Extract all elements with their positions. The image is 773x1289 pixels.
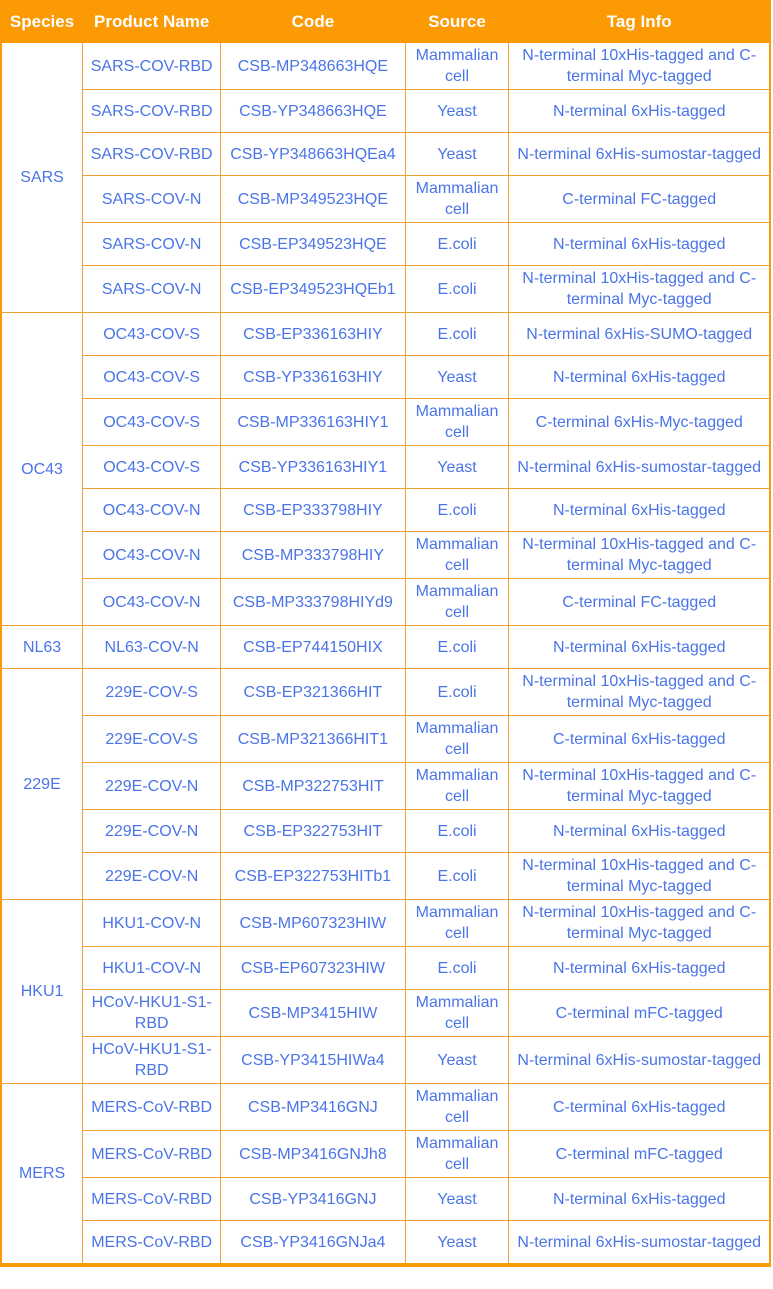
column-header-code: Code xyxy=(221,1,405,43)
species-cell: SARS xyxy=(1,43,83,313)
product-name-cell: MERS-CoV-RBD xyxy=(83,1178,221,1221)
product-name-cell: HCoV-HKU1-S1-RBD xyxy=(83,1037,221,1084)
source-cell: Mammalian cell xyxy=(405,176,509,223)
species-cell: OC43 xyxy=(1,313,83,626)
table-row xyxy=(1,446,770,489)
code-cell: CSB-YP336163HIY1 xyxy=(221,446,405,489)
product-name-cell: OC43-COV-N xyxy=(83,579,221,626)
table-row xyxy=(1,90,770,133)
tag-info-cell: N-terminal 10xHis-tagged and C-terminal Myc-tagged xyxy=(509,43,770,90)
tag-info-cell: N-terminal 6xHis-tagged xyxy=(509,947,770,990)
product-name-cell: HKU1-COV-N xyxy=(83,900,221,947)
code-cell: CSB-MP333798HIY xyxy=(221,532,405,579)
product-name-cell: OC43-COV-S xyxy=(83,446,221,489)
code-cell: CSB-MP322753HIT xyxy=(221,763,405,810)
code-cell: CSB-YP348663HQEa4 xyxy=(221,133,405,176)
product-name-cell: OC43-COV-N xyxy=(83,489,221,532)
tag-info-cell: N-terminal 6xHis-tagged xyxy=(509,356,770,399)
source-cell: E.coli xyxy=(405,669,509,716)
product-name-cell: 229E-COV-N xyxy=(83,763,221,810)
table-row xyxy=(1,399,770,446)
column-header-source: Source xyxy=(405,1,509,43)
table-row xyxy=(1,947,770,990)
product-name-cell: SARS-COV-RBD xyxy=(83,43,221,90)
table-row xyxy=(1,43,770,90)
table-row xyxy=(1,1178,770,1221)
table-row xyxy=(1,763,770,810)
tag-info-cell: C-terminal FC-tagged xyxy=(509,579,770,626)
code-cell: CSB-EP607323HIW xyxy=(221,947,405,990)
tag-info-cell: N-terminal 6xHis-tagged xyxy=(509,489,770,532)
tag-info-cell: N-terminal 10xHis-tagged and C-terminal Myc-tagged xyxy=(509,763,770,810)
code-cell: CSB-MP3415HIW xyxy=(221,990,405,1037)
product-name-cell: SARS-COV-RBD xyxy=(83,133,221,176)
table-row xyxy=(1,716,770,763)
table-row xyxy=(1,176,770,223)
source-cell: Mammalian cell xyxy=(405,399,509,446)
tag-info-cell: N-terminal 6xHis-tagged xyxy=(509,626,770,669)
tag-info-cell: C-terminal 6xHis-tagged xyxy=(509,1084,770,1131)
tag-info-cell: N-terminal 10xHis-tagged and C-terminal Myc-tagged xyxy=(509,669,770,716)
table-row xyxy=(1,1084,770,1131)
tag-info-cell: C-terminal mFC-tagged xyxy=(509,990,770,1037)
tag-info-cell: N-terminal 6xHis-sumostar-tagged xyxy=(509,1221,770,1266)
code-cell: CSB-MP349523HQE xyxy=(221,176,405,223)
code-cell: CSB-EP322753HITb1 xyxy=(221,853,405,900)
tag-info-cell: C-terminal FC-tagged xyxy=(509,176,770,223)
product-name-cell: OC43-COV-S xyxy=(83,399,221,446)
tag-info-cell: N-terminal 6xHis-tagged xyxy=(509,810,770,853)
code-cell: CSB-EP322753HIT xyxy=(221,810,405,853)
table-row xyxy=(1,1221,770,1266)
code-cell: CSB-YP3415HIWa4 xyxy=(221,1037,405,1084)
code-cell: CSB-YP3416GNJ xyxy=(221,1178,405,1221)
species-cell: HKU1 xyxy=(1,900,83,1084)
product-name-cell: SARS-COV-N xyxy=(83,223,221,266)
product-name-cell: 229E-COV-N xyxy=(83,810,221,853)
source-cell: E.coli xyxy=(405,626,509,669)
code-cell: CSB-YP3416GNJa4 xyxy=(221,1221,405,1266)
tag-info-cell: N-terminal 10xHis-tagged and C-terminal Myc-tagged xyxy=(509,266,770,313)
source-cell: Yeast xyxy=(405,1037,509,1084)
source-cell: Yeast xyxy=(405,133,509,176)
tag-info-cell: C-terminal 6xHis-Myc-tagged xyxy=(509,399,770,446)
species-cell: MERS xyxy=(1,1084,83,1266)
tag-info-cell: N-terminal 6xHis-sumostar-tagged xyxy=(509,1037,770,1084)
source-cell: E.coli xyxy=(405,223,509,266)
species-cell: 229E xyxy=(1,669,83,900)
code-cell: CSB-EP744150HIX xyxy=(221,626,405,669)
product-name-cell: OC43-COV-S xyxy=(83,313,221,356)
source-cell: Mammalian cell xyxy=(405,532,509,579)
product-name-cell: NL63-COV-N xyxy=(83,626,221,669)
product-name-cell: HKU1-COV-N xyxy=(83,947,221,990)
column-header-product-name: Product Name xyxy=(83,1,221,43)
source-cell: E.coli xyxy=(405,947,509,990)
table-row xyxy=(1,626,770,669)
code-cell: CSB-MP3416GNJh8 xyxy=(221,1131,405,1178)
product-name-cell: MERS-CoV-RBD xyxy=(83,1221,221,1266)
table-row xyxy=(1,1131,770,1178)
table-row xyxy=(1,223,770,266)
product-name-cell: OC43-COV-N xyxy=(83,532,221,579)
tag-info-cell: N-terminal 6xHis-tagged xyxy=(509,90,770,133)
product-name-cell: MERS-CoV-RBD xyxy=(83,1131,221,1178)
product-name-cell: HCoV-HKU1-S1-RBD xyxy=(83,990,221,1037)
code-cell: CSB-EP349523HQE xyxy=(221,223,405,266)
source-cell: Mammalian cell xyxy=(405,763,509,810)
source-cell: Mammalian cell xyxy=(405,1131,509,1178)
table-row xyxy=(1,356,770,399)
product-name-cell: 229E-COV-S xyxy=(83,716,221,763)
table-row xyxy=(1,266,770,313)
code-cell: CSB-MP348663HQE xyxy=(221,43,405,90)
source-cell: Yeast xyxy=(405,1178,509,1221)
species-cell: NL63 xyxy=(1,626,83,669)
tag-info-cell: N-terminal 10xHis-tagged and C-terminal Myc-tagged xyxy=(509,900,770,947)
source-cell: E.coli xyxy=(405,853,509,900)
code-cell: CSB-EP349523HQEb1 xyxy=(221,266,405,313)
source-cell: E.coli xyxy=(405,313,509,356)
tag-info-cell: N-terminal 10xHis-tagged and C-terminal Myc-tagged xyxy=(509,532,770,579)
tag-info-cell: N-terminal 6xHis-sumostar-tagged xyxy=(509,446,770,489)
tag-info-cell: N-terminal 6xHis-sumostar-tagged xyxy=(509,133,770,176)
tag-info-cell: N-terminal 10xHis-tagged and C-terminal Myc-tagged xyxy=(509,853,770,900)
product-name-cell: SARS-COV-N xyxy=(83,266,221,313)
table-row xyxy=(1,489,770,532)
tag-info-cell: N-terminal 6xHis-tagged xyxy=(509,1178,770,1221)
source-cell: E.coli xyxy=(405,489,509,532)
table-body xyxy=(1,43,770,1266)
source-cell: Mammalian cell xyxy=(405,900,509,947)
table-row xyxy=(1,313,770,356)
code-cell: CSB-MP3416GNJ xyxy=(221,1084,405,1131)
table-row xyxy=(1,810,770,853)
source-cell: Mammalian cell xyxy=(405,579,509,626)
code-cell: CSB-EP336163HIY xyxy=(221,313,405,356)
table-row xyxy=(1,133,770,176)
source-cell: Yeast xyxy=(405,1221,509,1266)
tag-info-cell: C-terminal mFC-tagged xyxy=(509,1131,770,1178)
code-cell: CSB-EP333798HIY xyxy=(221,489,405,532)
tag-info-cell: N-terminal 6xHis-tagged xyxy=(509,223,770,266)
source-cell: Yeast xyxy=(405,356,509,399)
table-row xyxy=(1,669,770,716)
code-cell: CSB-MP321366HIT1 xyxy=(221,716,405,763)
source-cell: E.coli xyxy=(405,810,509,853)
tag-info-cell: N-terminal 6xHis-SUMO-tagged xyxy=(509,313,770,356)
source-cell: Yeast xyxy=(405,446,509,489)
code-cell: CSB-EP321366HIT xyxy=(221,669,405,716)
code-cell: CSB-MP607323HIW xyxy=(221,900,405,947)
code-cell: CSB-YP336163HIY xyxy=(221,356,405,399)
table-row xyxy=(1,1037,770,1084)
source-cell: Mammalian cell xyxy=(405,1084,509,1131)
source-cell: Yeast xyxy=(405,90,509,133)
product-name-cell: SARS-COV-N xyxy=(83,176,221,223)
product-name-cell: MERS-CoV-RBD xyxy=(83,1084,221,1131)
product-name-cell: 229E-COV-S xyxy=(83,669,221,716)
code-cell: CSB-MP333798HIYd9 xyxy=(221,579,405,626)
table-row xyxy=(1,853,770,900)
product-name-cell: SARS-COV-RBD xyxy=(83,90,221,133)
source-cell: Mammalian cell xyxy=(405,43,509,90)
source-cell: Mammalian cell xyxy=(405,716,509,763)
source-cell: E.coli xyxy=(405,266,509,313)
column-header-tag-info: Tag Info xyxy=(509,1,770,43)
code-cell: CSB-MP336163HIY1 xyxy=(221,399,405,446)
table-row xyxy=(1,990,770,1037)
table-header-row xyxy=(1,1,770,43)
product-name-cell: 229E-COV-N xyxy=(83,853,221,900)
table-row xyxy=(1,579,770,626)
column-header-species: Species xyxy=(1,1,83,43)
table-row xyxy=(1,900,770,947)
table-row xyxy=(1,532,770,579)
product-name-cell: OC43-COV-S xyxy=(83,356,221,399)
source-cell: Mammalian cell xyxy=(405,990,509,1037)
tag-info-cell: C-terminal 6xHis-tagged xyxy=(509,716,770,763)
code-cell: CSB-YP348663HQE xyxy=(221,90,405,133)
